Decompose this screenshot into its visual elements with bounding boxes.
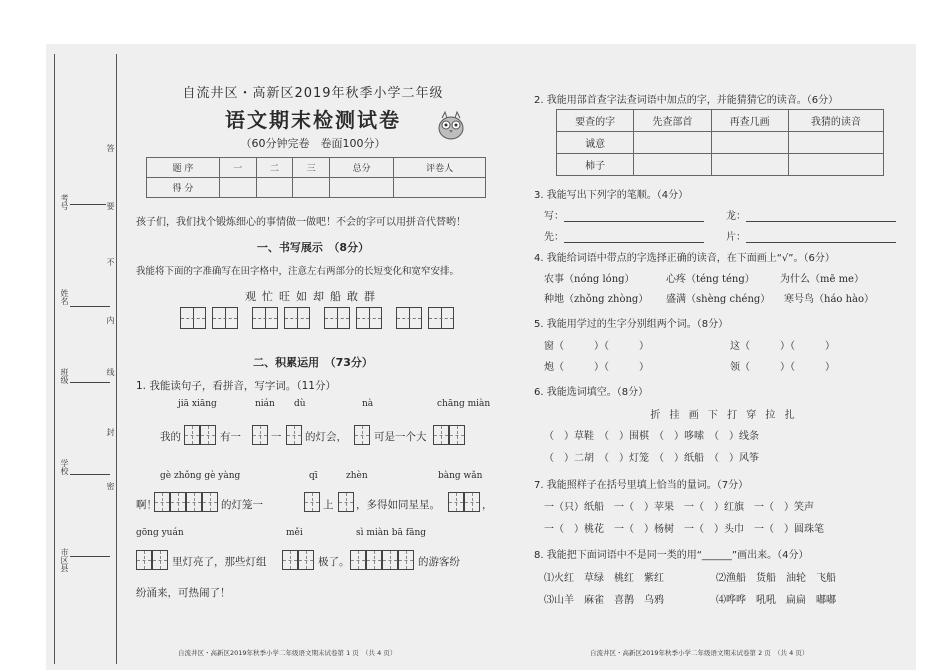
score-cell[interactable] xyxy=(219,178,256,198)
answer-box[interactable] xyxy=(354,425,370,445)
tianzige-box[interactable] xyxy=(180,307,206,329)
sentence-text: 纷涌来，可热闹了！ xyxy=(136,587,231,599)
radical-header: 先查部首 xyxy=(634,110,711,132)
measure-word-row[interactable]: 一（ ）桃花 一（ ）杨树 一（ ）头巾 一（ ）圆珠笔 xyxy=(544,524,824,535)
sentence-text: 一 xyxy=(271,431,282,443)
exam-subtitle: （60分钟完卷 卷面100分） xyxy=(240,137,386,150)
pinyin: gōng yuán xyxy=(136,528,184,538)
tianzige-box[interactable] xyxy=(252,307,278,329)
field-underline xyxy=(70,474,110,475)
section1-chars: 观忙旺如却船敢群 xyxy=(245,290,381,303)
score-cell[interactable] xyxy=(293,178,330,198)
radical-header: 要查的字 xyxy=(557,110,634,132)
q6-title: 6. 我能选词填空。（8分） xyxy=(534,387,649,398)
score-header: 一 xyxy=(219,158,256,178)
fill-word-row[interactable]: （ ）二胡 （ ）灯笼 （ ）纸船 （ ）风筝 xyxy=(544,453,759,464)
label-school: 学校 xyxy=(60,459,69,475)
page1-footer: 自流井区・高新区2019年秋季小学二年级语文期末试卷第 1 页 （共 4 页） xyxy=(178,649,397,657)
pinyin: jiā xiāng xyxy=(178,399,217,409)
seal-char: 封 xyxy=(106,428,115,436)
tianzige-box[interactable] xyxy=(212,307,238,329)
answer-box[interactable] xyxy=(338,492,354,512)
exam-paper xyxy=(46,44,916,670)
score-header: 题 序 xyxy=(147,158,220,178)
score-header: 三 xyxy=(293,158,330,178)
score-header: 总分 xyxy=(330,158,394,178)
field-underline xyxy=(70,306,110,307)
sentence-text: 里灯亮了，那些灯组 xyxy=(172,556,267,568)
label-name: 姓名 xyxy=(60,289,69,305)
answer-box[interactable] xyxy=(366,550,382,570)
q8-title: 8. 我能把下面词语中不是同一类的用“______”画出来。（4分） xyxy=(534,550,809,561)
fill-word-row[interactable]: （ ）草鞋 （ ）围棋 （ ）哆嗦 （ ）线条 xyxy=(544,431,759,442)
q5-title: 5. 我能用学过的生字分别组两个词。（8分） xyxy=(534,319,729,330)
answer-box[interactable] xyxy=(152,550,168,570)
page-1 xyxy=(128,44,498,670)
sentence-text: 的游客纷 xyxy=(418,556,460,568)
score-cell[interactable] xyxy=(394,178,486,198)
sentence-text: 的灯笼一 xyxy=(221,499,263,511)
answer-box[interactable] xyxy=(170,492,186,512)
section1-instruction: 我能将下面的字准确写在田字格中，注意左右两部分的长短变化和宽窄安排。 xyxy=(136,266,460,277)
score-header: 二 xyxy=(256,158,293,178)
answer-box[interactable] xyxy=(433,425,449,445)
tianzige-box[interactable] xyxy=(284,307,310,329)
stroke-item: 先： xyxy=(544,228,704,243)
answer-box[interactable] xyxy=(202,492,218,512)
sentence-text: ，多得如同星星。 xyxy=(356,499,440,511)
word-group[interactable]: ⑴火红 草绿 桃红 紫红 xyxy=(544,573,664,584)
radical-row-word: 柿子 xyxy=(557,154,634,176)
stroke-item: 写： xyxy=(544,207,704,222)
sentence-text: 极了。 xyxy=(318,556,350,568)
sentence-text: 上 xyxy=(323,499,334,511)
seal-char: 线 xyxy=(106,368,115,376)
radical-table xyxy=(556,109,884,176)
answer-box[interactable] xyxy=(464,492,480,512)
compound-word-item[interactable]: 窗（ ）（ ） xyxy=(544,341,649,352)
field-underline xyxy=(70,556,110,557)
answer-box[interactable] xyxy=(298,550,314,570)
answer-box[interactable] xyxy=(252,425,268,445)
stroke-answer-line[interactable] xyxy=(746,242,896,243)
pinyin: qī xyxy=(309,471,318,481)
label-class: 班级 xyxy=(60,368,69,384)
stroke-answer-line[interactable] xyxy=(564,221,704,222)
pronunciation-item: 为什么（mē me） xyxy=(780,274,864,285)
pinyin: chāng miàn xyxy=(437,399,491,409)
sentence-text: 啊！ xyxy=(136,499,157,511)
answer-box[interactable] xyxy=(154,492,170,512)
pinyin: sì miàn bā fāng xyxy=(356,528,427,538)
score-header: 评卷人 xyxy=(394,158,486,178)
stroke-item: 龙： xyxy=(726,207,896,222)
pinyin: nián xyxy=(255,399,275,409)
word-bank: 折 挂 画 下 打 穿 拉 扎 xyxy=(650,410,798,421)
seal-char: 内 xyxy=(106,316,115,324)
section2-title: 二、积累运用 （73分） xyxy=(253,356,373,369)
word-group[interactable]: ⑵渔船 货船 油轮 飞船 xyxy=(716,573,836,584)
radical-cell[interactable] xyxy=(634,154,711,176)
score-cell[interactable] xyxy=(330,178,394,198)
radical-cell[interactable] xyxy=(711,132,788,154)
score-cell[interactable] xyxy=(256,178,293,198)
school-heading: 自流井区・高新区2019年秋季小学二年级 xyxy=(182,86,444,101)
tianzige-box[interactable] xyxy=(396,307,422,329)
pronunciation-item: 种地（zhǒng zhòng） xyxy=(544,294,649,305)
radical-header: 再查几画 xyxy=(711,110,788,132)
q2-title: 2. 我能用部首查字法查词语中加点的字，并能猜猜它的读音。（6分） xyxy=(534,95,839,106)
radical-cell[interactable] xyxy=(788,132,883,154)
answer-box[interactable] xyxy=(448,492,464,512)
seal-char: 不 xyxy=(106,258,115,266)
pronunciation-item: 心疼（téng téng） xyxy=(666,274,755,285)
binding-margin xyxy=(46,44,124,670)
field-underline xyxy=(70,382,110,383)
sentence-text: 有一 xyxy=(220,431,241,443)
pinyin: dù xyxy=(294,399,306,409)
radical-header: 我猜的读音 xyxy=(788,110,883,132)
compound-word-item[interactable]: 炮（ ）（ ） xyxy=(544,362,649,373)
stroke-answer-line[interactable] xyxy=(746,221,896,222)
tianzige-box[interactable] xyxy=(428,307,454,329)
answer-box[interactable] xyxy=(186,492,202,512)
answer-box[interactable] xyxy=(304,492,320,512)
answer-box[interactable] xyxy=(286,425,302,445)
tianzige-box[interactable] xyxy=(356,307,382,329)
exam-title: 语文期末检测试卷 xyxy=(225,108,401,132)
owl-mascot-icon xyxy=(434,108,468,142)
pinyin: nà xyxy=(362,399,374,409)
answer-box[interactable] xyxy=(382,550,398,570)
word-group[interactable]: ⑷哗哗 吼吼 扁扁 嘟嘟 xyxy=(716,595,836,606)
pinyin: zhèn xyxy=(346,471,368,481)
radical-row-word: 诚意 xyxy=(557,132,634,154)
pinyin: bàng wǎn xyxy=(438,471,483,481)
label-exam-number: 考号 xyxy=(60,194,69,210)
q4-title: 4. 我能给词语中带点的字选择正确的读音，在下面画上“√”。（6分） xyxy=(534,253,835,264)
pronunciation-item: 寒号鸟（háo hào） xyxy=(784,294,875,305)
measure-word-row[interactable]: 一（只）纸船 一（ ）苹果 一（ ）红旗 一（ ）笑声 xyxy=(544,502,814,513)
radical-cell[interactable] xyxy=(788,154,883,176)
sentence-text: 可是一个大 xyxy=(374,431,427,443)
seal-char: 密 xyxy=(106,482,115,490)
answer-box[interactable] xyxy=(136,550,152,570)
pinyin: gè zhǒng gè yàng xyxy=(160,471,241,481)
page2-footer: 自流井区・高新区2019年秋季小学二年级语文期末试卷第 2 页 （共 4 页） xyxy=(590,649,809,657)
intro-text: 孩子们，我们找个锻炼细心的事情做一做吧！不会的字可以用拼音代替哟！ xyxy=(136,217,466,228)
compound-word-item[interactable]: 这（ ）（ ） xyxy=(730,341,835,352)
label-district: 市区县 xyxy=(60,548,69,572)
page-2 xyxy=(534,44,914,670)
compound-word-item[interactable]: 领（ ）（ ） xyxy=(730,362,835,373)
answer-box[interactable] xyxy=(184,425,200,445)
answer-box[interactable] xyxy=(449,425,465,445)
margin-line xyxy=(54,54,55,664)
sentence-text: ， xyxy=(482,499,493,511)
field-underline xyxy=(70,204,110,205)
seal-char: 答 xyxy=(106,144,115,152)
sentence-text: 的灯会， xyxy=(305,431,347,443)
pronunciation-item: 盛满（shèng chéng） xyxy=(666,294,771,305)
stroke-item: 片： xyxy=(726,228,896,243)
tianzige-box[interactable] xyxy=(324,307,350,329)
word-group[interactable]: ⑶山羊 麻雀 喜鹊 乌鸦 xyxy=(544,595,664,606)
pronunciation-item: 农事（nóng lóng） xyxy=(544,274,635,285)
pinyin: měi xyxy=(286,528,303,538)
radical-cell[interactable] xyxy=(711,154,788,176)
stroke-answer-line[interactable] xyxy=(564,242,704,243)
margin-line xyxy=(116,54,117,664)
seal-char: 要 xyxy=(106,202,115,210)
radical-cell[interactable] xyxy=(634,132,711,154)
score-table xyxy=(146,157,486,198)
answer-box[interactable] xyxy=(398,550,414,570)
q7-title: 7. 我能照样子在括号里填上恰当的量词。（7分） xyxy=(534,480,749,491)
answer-box[interactable] xyxy=(350,550,366,570)
q3-title: 3. 我能写出下列字的笔顺。（4分） xyxy=(534,190,689,201)
score-row-label: 得 分 xyxy=(147,178,220,198)
answer-box[interactable] xyxy=(282,550,298,570)
q1-title: 1. 我能读句子，看拼音，写字词。（11分） xyxy=(136,380,336,392)
answer-box[interactable] xyxy=(200,425,216,445)
section1-title: 一、书写展示 （8分） xyxy=(256,241,370,254)
sentence-text: 我的 xyxy=(160,431,181,443)
